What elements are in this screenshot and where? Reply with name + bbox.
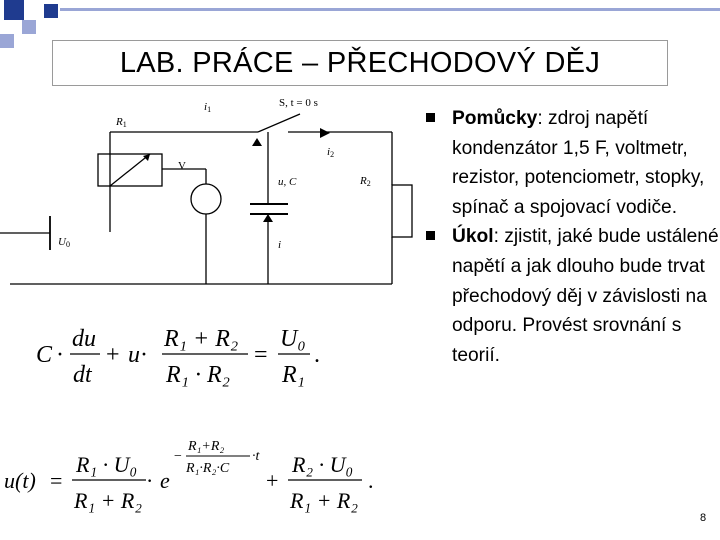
title-box (52, 40, 668, 86)
bullet-task (426, 222, 720, 370)
svg-text:−: − (174, 449, 182, 464)
corner-square-light (22, 20, 36, 34)
header-line (60, 8, 720, 11)
svg-text:+: + (266, 468, 279, 493)
svg-text:dt: dt (73, 362, 92, 388)
svg-text:e: e (160, 468, 170, 493)
corner-square-dark-small (44, 4, 58, 18)
label-i: i (278, 239, 282, 251)
svg-text:R₁ · R₂: R₁ · R₂ (166, 362, 231, 388)
equation-2 (0, 430, 400, 520)
svg-text:du: du (72, 326, 96, 352)
svg-text:·: · (56, 342, 64, 368)
svg-text:+: + (106, 342, 120, 368)
svg-text:R₁ + R₂: R₁ + R₂ (74, 488, 143, 513)
label-i2: i2 (327, 146, 335, 159)
svg-text:R₁·R₂·C: R₁·R₂·C (186, 461, 230, 476)
bullet-tools-text: : zdroj napětí kondenzátor 1,5 F, voltmetr, rezistor, potenciometr, stopky, spínač a spojovací vodiče. (452, 108, 705, 218)
svg-text:R₁: R₁ (282, 362, 306, 388)
svg-text:R₁ · U₀: R₁ · U₀ (76, 452, 138, 477)
bullet-task-text: : zjistit, jaké bude ustálené napětí a jak dlouho bude trvat přechodový děj v závislosti na odporu. Provést srovnání s teorií. (452, 226, 719, 366)
label-uc: u, C (278, 176, 297, 188)
page-number: 8 (700, 512, 707, 524)
svg-text:=: = (50, 468, 63, 493)
slide-title: LAB. PRÁCE – PŘECHODOVÝ DĚJ (119, 47, 601, 79)
label-switch: S, t = 0 s (279, 97, 318, 109)
label-r2: R2 (360, 175, 371, 188)
svg-text:R₁ + R₂: R₁ + R₂ (164, 326, 239, 352)
svg-text:.: . (314, 342, 320, 368)
circuit-diagram (0, 92, 420, 292)
svg-text:u(t): u(t) (4, 468, 36, 493)
bullet-square-icon (426, 231, 435, 240)
bullet-tools (426, 104, 720, 222)
svg-text:C: C (36, 342, 53, 368)
label-v: V (178, 160, 186, 172)
svg-text:R₁ + R₂: R₁ + R₂ (290, 488, 359, 513)
svg-text:R₂ · U₀: R₂ · U₀ (292, 452, 354, 477)
svg-text:·: · (146, 468, 154, 493)
label-i1: i1 (204, 101, 212, 114)
svg-text:=: = (254, 342, 268, 368)
bullet-list (426, 104, 720, 370)
svg-text:.: . (368, 468, 374, 493)
bullet-task-label: Úkol (452, 226, 494, 248)
bullet-square-icon (426, 113, 435, 122)
svg-text:u: u (128, 342, 140, 368)
bullet-tools-label: Pomůcky (452, 108, 538, 129)
svg-text:·: · (140, 342, 148, 368)
label-u0: U0 (58, 236, 70, 249)
svg-text:R₁+R₂: R₁+R₂ (188, 439, 225, 454)
corner-square-dark (4, 0, 24, 20)
label-r1: R1 (116, 116, 127, 129)
svg-text:·t: ·t (252, 449, 260, 464)
corner-square-light-small (0, 34, 14, 48)
svg-text:U₀: U₀ (280, 326, 306, 352)
equation-1 (30, 318, 350, 394)
